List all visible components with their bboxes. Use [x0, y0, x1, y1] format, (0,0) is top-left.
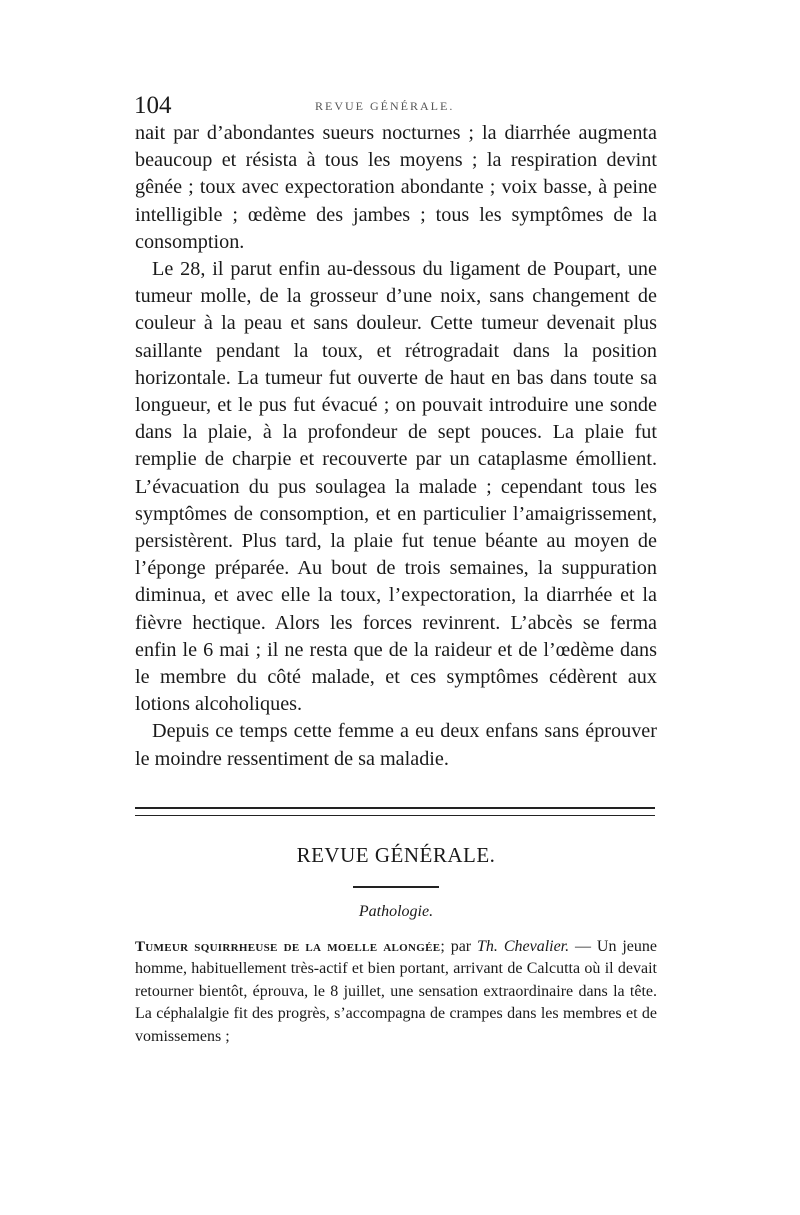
paragraph-continuation: nait par d’abondantes sueurs nocturnes ; la diarrhée augmenta beaucoup et résista à tous les moyens ; la respiration devint gênée ; toux avec expectoration abondante ; voix basse, à peine intelligible ; œdème des jambes ; tous les symptômes de la consomption.: [135, 122, 657, 253]
page-number: 104: [134, 92, 172, 119]
running-head: [135, 92, 657, 120]
running-title: REVUE GÉNÉRALE.: [315, 99, 455, 113]
paragraph: Le 28, il parut enfin au-dessous du ligament de Poupart, une tumeur molle, de la grosseur d’une noix, sans changement de couleur à la peau et sans douleur. Cette tumeur devenait plus saillante pendant la toux, et rétrogradait dans la position horizontale. La tumeur fut ouverte de haut en bas dans toute sa longueur, et le pus fut évacué ; on pouvait introduire une sonde dans la plaie, à la profondeur de sept pouces. La plaie fut remplie de charpie et recouverte par un cataplasme émollient. L’évacuation du pus soulagea la malade ; cependant tous les symptômes de consomption, et en particulier l’amaigrissement, persistèrent. Plus tard, la plaie fut tenue béante au moyen de l’éponge préparée. Au bout de trois semaines, la suppuration diminua, et avec elle la toux, l’expectoration, la diarrhée et la fièvre hectique. Alors les forces revinrent. L’abcès se ferma enfin le 6 mai ; il ne resta que de la raideur et de l’œdème dans le membre du côté malade, et ces symptômes cédèrent aux lotions alcoholiques.: [135, 258, 657, 716]
body-text: [135, 120, 657, 773]
short-rule-divider: [353, 886, 439, 888]
article-text: — Un jeune homme, habituellement très-actif et bien portant, arrivant de Calcutta où il devait retourner bientôt, éprouva, le 8 juillet, une sensation extraordinaire dans la tête. La céphalalgie fit des progrès, s’accompagna de crampes dans les membres et de vomissemens ;: [135, 937, 658, 1045]
article-paragraph: [135, 936, 657, 1049]
article-author: Th. Chevalier.: [477, 937, 570, 955]
double-rule-divider: [135, 807, 655, 816]
article-title: Tumeur squirrheuse de la moelle alongée: [135, 938, 441, 955]
article-attribution-prefix: ; par: [440, 937, 472, 955]
paragraph: Depuis ce temps cette femme a eu deux enfans sans éprouver le moindre ressentiment de sa maladie.: [135, 720, 657, 770]
subsection-heading: Pathologie.: [358, 902, 434, 920]
section-title: REVUE GÉNÉRALE.: [296, 842, 496, 867]
book-page: [135, 92, 657, 1048]
